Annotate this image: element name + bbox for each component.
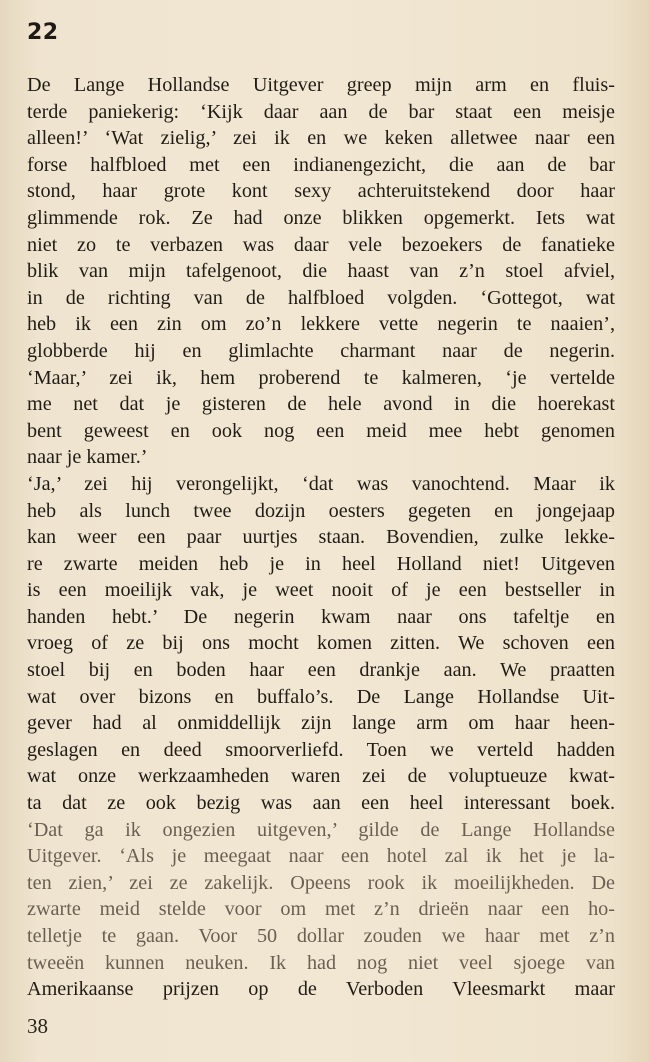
text-line: wat over bizons en buffalo’s. De Lange Hollandse Uit- bbox=[27, 685, 615, 708]
text-line: vroeg of ze bij ons mocht komen zitten. We schoven een bbox=[27, 632, 615, 655]
text-line: in de richting van de halfbloed volgden. ‘Gottegot, wat bbox=[27, 286, 615, 309]
text-line: bent geweest en ook nog een meid mee hebt genomen bbox=[27, 419, 615, 442]
chapter-number: 22 bbox=[27, 20, 59, 45]
text-line: kan weer een paar uurtjes staan. Bovendien, zulke lekke- bbox=[27, 526, 615, 549]
text-line: is een moeilijk vak, je weet nooit of je een bestseller in bbox=[27, 579, 615, 602]
body-text bbox=[27, 72, 615, 1003]
text-line: handen hebt.’ De negerin kwam naar ons tafeltje en bbox=[27, 605, 615, 628]
text-line: forse halfbloed met een indianengezicht, die aan de bar bbox=[27, 153, 615, 176]
text-line: zwarte meid stelde voor om met z’n drieën naar een ho- bbox=[27, 898, 615, 921]
text-line: ta dat ze ook bezig was aan een heel interessant boek. bbox=[27, 792, 615, 815]
text-line: globberde hij en glimlachte charmant naar de negerin. bbox=[27, 339, 615, 362]
text-line: blik van mijn tafelgenoot, die haast van z’n stoel afviel, bbox=[27, 260, 615, 283]
text-line: naar je kamer.’ bbox=[27, 446, 148, 469]
text-line: heb ik een zin om zo’n lekkere vette negerin te naaien’, bbox=[27, 313, 615, 336]
text-line: heb als lunch twee dozijn oesters gegeten en jongejaap bbox=[27, 499, 615, 522]
text-line: stoel bij en boden haar een drankje aan. We praatten bbox=[27, 659, 615, 682]
text-line: geslagen en deed smoorverliefd. Toen we verteld hadden bbox=[27, 738, 615, 761]
text-line: tweeën kunnen neuken. Ik had nog niet veel sjoege van bbox=[27, 951, 615, 974]
text-line: re zwarte meiden heb je in heel Holland niet! Uitgeven bbox=[27, 552, 615, 575]
text-line: wat onze werkzaamheden waren zei de voluptueuze kwat- bbox=[27, 765, 615, 788]
text-line: ten zien,’ zei ze zakelijk. Opeens rook ik moeilijkheden. De bbox=[27, 871, 615, 894]
text-line: terde paniekerig: ‘Kijk daar aan de bar staat een meisje bbox=[27, 100, 615, 123]
text-line: stond, haar grote kont sexy achteruitstekend door haar bbox=[27, 180, 615, 203]
text-line: Uitgever. ‘Als je meegaat naar een hotel zal ik het je la- bbox=[27, 845, 615, 868]
text-line: ‘Ja,’ zei hij verongelijkt, ‘dat was vanochtend. Maar ik bbox=[27, 472, 615, 495]
text-line: ‘Maar,’ zei ik, hem proberend te kalmeren, ‘je vertelde bbox=[27, 366, 615, 389]
text-line: niet zo te verbazen was daar vele bezoekers de fanatieke bbox=[27, 233, 615, 256]
text-line: Amerikaanse prijzen op de Verboden Vleesmarkt maar bbox=[27, 978, 615, 1001]
text-line: gever had al onmiddellijk zijn lange arm om haar heen- bbox=[27, 712, 615, 735]
page-number: 38 bbox=[27, 1014, 48, 1038]
text-line: glimmende rok. Ze had onze blikken opgemerkt. Iets wat bbox=[27, 206, 615, 229]
text-line: me net dat je gisteren de hele avond in die hoerekast bbox=[27, 393, 615, 416]
text-line: alleen!’ ‘Wat zielig,’ zei ik en we keken alletwee naar een bbox=[27, 127, 615, 150]
text-line: telletje te gaan. Voor 50 dollar zouden we haar met z’n bbox=[27, 925, 615, 947]
text-line: De Lange Hollandse Uitgever greep mijn arm en fluis- bbox=[27, 74, 615, 96]
text-line: ‘Dat ga ik ongezien uitgeven,’ gilde de Lange Hollandse bbox=[27, 818, 615, 841]
